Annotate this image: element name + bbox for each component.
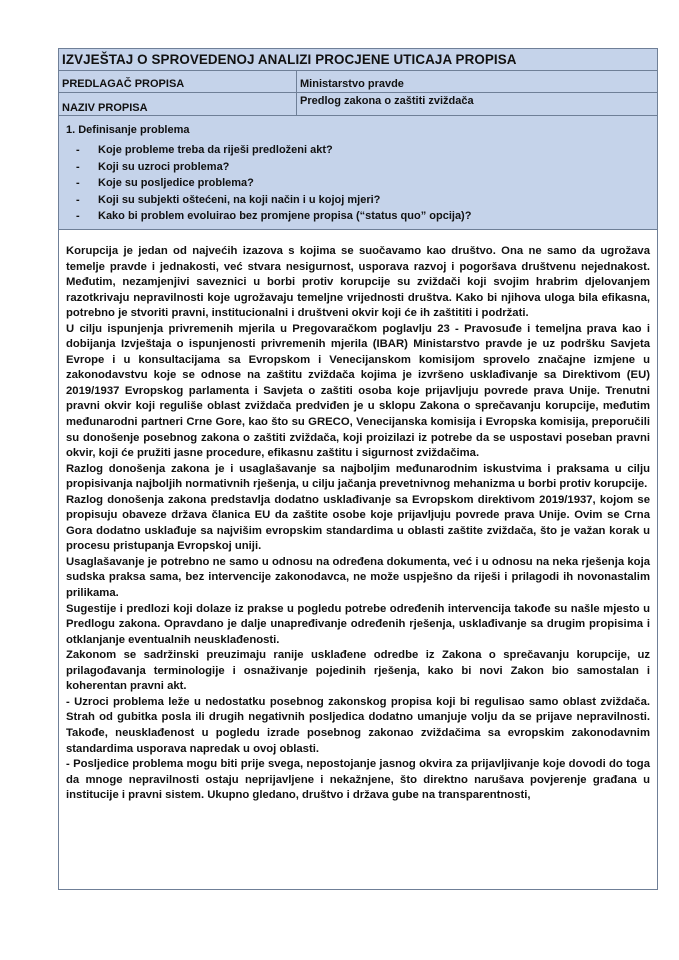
section-spacer xyxy=(59,230,657,242)
proposer-label: PREDLAGAČ PROPISA xyxy=(59,71,297,92)
paragraph: - Posljedice problema mogu biti prije svega, nepostojanje jasnog okvira za prijavljivanje koje dovodi do toga da mnoge nepravilnosti ostaju neprijavljene i nekažnjene, što direktno narušava povjerenje građana u institucije i pravni sistem. Ukupno gledano, društvo i država gube na transparentnosti, xyxy=(66,758,650,802)
paragraph: - Uzroci problema leže u nedostatku posebnog zakonskog propisa koji bi regulisao samo oblast zviždača. Strah od gubitka posla ili drugih negativnih posljedica dodatno umanjuje volju da se prijave nepravilnosti. Takođe, neusklađenost u pogledu izrade posebnog zakonao zviždačima sa evropskim zakonodavnim standardima usporava napredak u ovoj oblasti. xyxy=(66,695,650,755)
paragraph: Korupcija je jedan od najvećih izazova s kojima se suočavamo kao društvo. Ona ne samo da ugrožava temelje pravde i jednakosti, već stvara nesigurnost, usporava razvoj i pogoršava društvenu nejednakost. Međutim, nezamjenjivi saveznici u borbi protiv korupcije su zviždači koji svojim hrabrim djelovanjem razotkrivaju nepravilnosti koje ugrožavaju temeljne vrijednosti društva. Kako bi njihova uloga bila efikasna, potrebno je stvoriti pravni, institucionalni i društveni okvir koji će ih zaštititi i podržati. xyxy=(66,245,650,320)
bullet-dash: - xyxy=(76,193,80,206)
section-heading: 1. Definisanje problema xyxy=(66,124,190,136)
body-text xyxy=(59,242,657,889)
bullet-dash: - xyxy=(76,160,80,173)
paragraph: U cilju ispunjenja privremenih mjerila u Pregovaračkom poglavlju 23 - Pravosuđe i temeljna prava kao i dobijanja Izvještaja o ispunjenosti privremenih mjerila (IBAR) Ministarstvo pravde je uz podršku Savjeta Evrope i u konsultacijama sa Evropskom i Venecijanskom komisijom sprovelo značajne izmjene u zakonodavstvu koje se odnose na zaštitu zviždača kojima je izvršeno usklađivanje sa Direktivom (EU) 2019/1937 Evropskog parlamenta i Savjeta o zaštiti osoba koje prijavljuju povrede prava Unije. Trenutni pravni okvir koji reguliše oblast zviždača predviđen je u sklopu Zakona o sprečavanju korupcije, međutim međunarodni partneri Crne Gore, kao što su GRECO, Venecijanska komisija i Evropska komisija, preporučili su donošenje posebnog zakona o zaštiti zviždača, koji proizilazi iz potrebe da se uspostavi poseban pravni okvir, koji će pružiti jasne procedure, efikasnu zaštitu i sigurnost zviždačima. xyxy=(66,322,650,460)
bullet-dash: - xyxy=(76,210,80,223)
paragraph: Sugestije i predlozi koji dolaze iz prakse u pogledu potrebe određenih intervencija takođe su našle mjesto u Predlogu zakona. Opravdano je dalje unapređivanje određenih rješenja, usklađivanje sa drugim propisima i otklanjanje eventualnih neusklađenosti. xyxy=(66,602,650,646)
paragraph: Zakonom se sadržinski preuzimaju ranije usklađene odredbe iz Zakona o sprečavanju korupcije, uz prilagođavanja terminologije i osnaživanje pojedinih rješenja, kako bi novi Zakon bio samostalan i koherentan pravni akt. xyxy=(66,649,650,693)
bullet-dash: - xyxy=(76,144,80,156)
question-item: - Koje su posljedice problema? xyxy=(76,175,471,192)
question-item: - Koji su subjekti oštećeni, na koji način i u kojoj mjeri? xyxy=(76,192,471,209)
regulation-name-row xyxy=(59,93,657,116)
paragraph: Razlog donošenja zakona je i usaglašavanje sa najboljim međunarodnim iskustvima i praksama u cilju propisivanja najboljih normativnih rješenja, u cilju jačanja prevetnivnog mehanizma u borbi protiv korupcije. xyxy=(66,462,650,491)
proposer-row xyxy=(59,71,657,93)
paragraph: Razlog donošenja zakona predstavlja dodatno usklađivanje sa Evropskom direktivom 2019/1937, kojom se propisuju obaveze država članica EU da zaštite osobe koje prijavljuju povrede prava Unije. Ovim se Crna Gora dodatno usklađuje sa najvišim evropskim standardima u oblasti zaštite zviždača, što je važan korak u procesu pristupanja Evropskoj uniji. xyxy=(66,493,650,553)
question-list xyxy=(76,142,471,225)
problem-definition-section xyxy=(59,116,657,230)
report-title: IZVJEŠTAJ O SPROVEDENOJ ANALIZI PROCJENE UTICAJA PROPISA xyxy=(59,49,657,71)
regulation-name-label: NAZIV PROPISA xyxy=(59,93,297,115)
assessment-report-table xyxy=(58,48,658,890)
paragraph: Usaglašavanje je potrebno ne samo u odnosu na određena dokumenta, već i u odnosu na neka rješenja koja sudska praksa sama, bez intervencije zakonodavca, ne može uspješno da riješi i prilagodi ih novonastalim prilikama. xyxy=(66,555,650,600)
bullet-dash: - xyxy=(76,177,80,190)
question-item: - Koje probleme treba da riješi predloženi akt? xyxy=(76,142,471,159)
question-item: - Koji su uzroci problema? xyxy=(76,159,471,176)
regulation-name-value: Predlog zakona o zaštiti zviždača xyxy=(300,95,474,107)
proposer-value: Ministarstvo pravde xyxy=(300,78,404,90)
question-item: - Kako bi problem evoluirao bez promjene propisa (“status quo” opcija)? xyxy=(76,208,471,225)
